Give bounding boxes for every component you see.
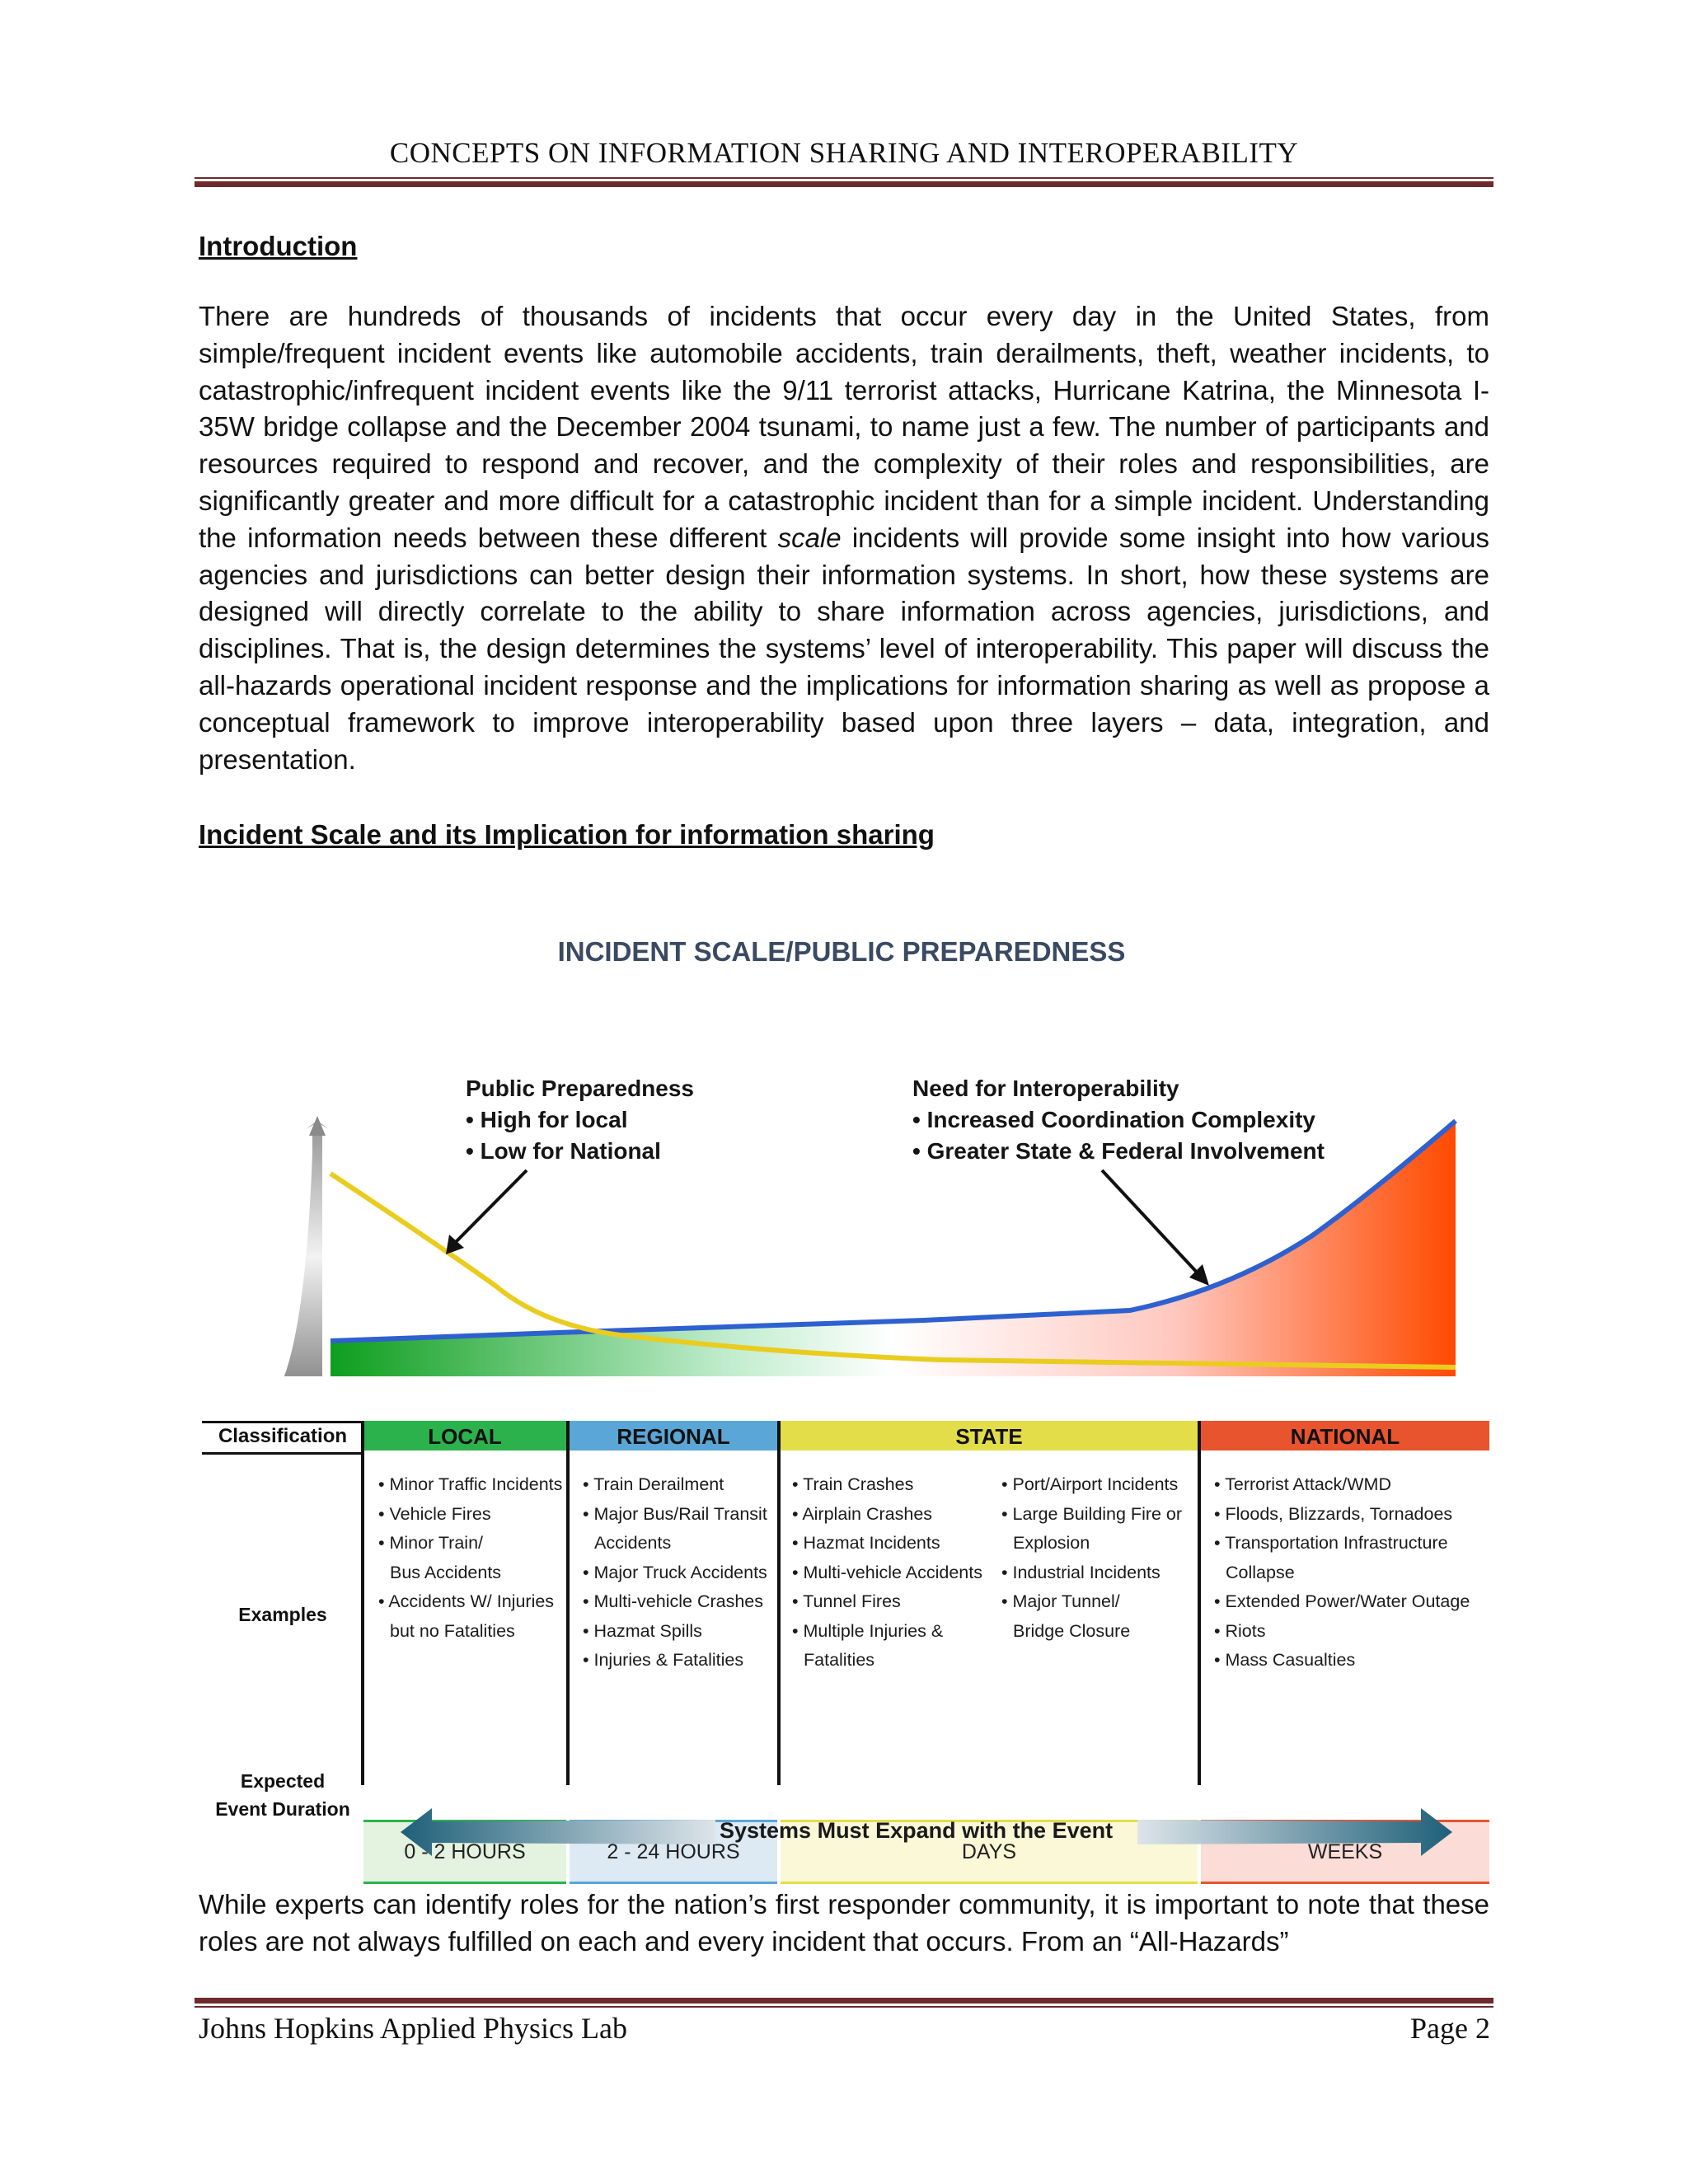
example-item: • Multi-vehicle Crashes <box>583 1591 764 1611</box>
duration-national: WEEKS <box>1201 1820 1489 1884</box>
footer-rule <box>195 1998 1493 2008</box>
figure-title: INCIDENT SCALE/PUBLIC PREPAREDNESS <box>557 936 1126 967</box>
example-item: Bridge Closure <box>1013 1620 1131 1641</box>
example-item: • Train Derailment <box>583 1474 724 1494</box>
example-item: • Multiple Injuries & <box>792 1620 944 1641</box>
column-header-national: NATIONAL <box>1201 1421 1489 1451</box>
example-item: • Multi-vehicle Accidents <box>792 1562 982 1582</box>
example-item: • Major Bus/Rail Transit <box>583 1503 767 1524</box>
expected-duration-label <box>202 1767 363 1823</box>
callout-right-item: • Increased Coordination Complexity <box>912 1107 1316 1132</box>
callout-right-item: • Greater State & Federal Involvement <box>912 1138 1325 1164</box>
incident-scale-heading: Incident Scale and its Implication for information sharing <box>199 819 935 850</box>
footer-organization: Johns Hopkins Applied Physics Lab <box>199 2012 628 2045</box>
example-item: • Major Truck Accidents <box>583 1562 767 1582</box>
example-item: • Airplain Crashes <box>792 1503 933 1524</box>
column-header-local: LOCAL <box>363 1421 566 1451</box>
header-rule <box>195 177 1493 187</box>
examples-label: Examples <box>238 1604 327 1625</box>
example-item: • Tunnel Fires <box>792 1591 901 1611</box>
example-item: • Hazmat Spills <box>583 1620 702 1641</box>
example-item: Bus Accidents <box>390 1562 502 1582</box>
example-item: • Industrial Incidents <box>1001 1562 1160 1582</box>
example-item: • Large Building Fire or <box>1001 1503 1183 1524</box>
example-item: but no Fatalities <box>390 1620 515 1641</box>
example-item: Explosion <box>1013 1533 1090 1553</box>
vertical-scale-arrow <box>281 1129 322 1376</box>
example-item: • Hazmat Incidents <box>792 1533 940 1553</box>
incident-scale-figure <box>199 882 1493 1879</box>
callout-left-item: • Low for National <box>466 1138 661 1164</box>
incident-scale-curve-chart <box>199 882 1493 1376</box>
examples-national <box>1214 1470 1470 1675</box>
example-item: Accidents <box>594 1533 672 1553</box>
introduction-heading: Introduction <box>199 231 358 261</box>
examples-state-b <box>1001 1470 1182 1646</box>
closing-paragraph: While experts can identify roles for the nation’s first responder community, it is important to note that these roles are not always fulfilled on each and every incident that occurs. From an “All-Hazards” <box>199 1889 1489 1957</box>
example-item: • Riots <box>1214 1620 1266 1641</box>
example-item: • Transportation Infrastructure <box>1214 1533 1448 1553</box>
example-item: • Extended Power/Water Outage <box>1214 1591 1470 1611</box>
expand-arrow-right <box>1137 1808 1452 1856</box>
example-item: • Terrorist Attack/WMD <box>1214 1474 1391 1494</box>
page-header-title: CONCEPTS ON INFORMATION SHARING AND INTEROPERABILITY <box>389 137 1299 169</box>
example-item: • Accidents W/ Injuries <box>378 1591 555 1611</box>
example-item: Fatalities <box>804 1650 875 1670</box>
example-item: • Minor Train/ <box>378 1533 484 1553</box>
examples-local <box>378 1470 562 1646</box>
duration-label-line1: Expected <box>240 1770 326 1792</box>
classification-label: Classification <box>218 1425 348 1447</box>
introduction-paragraph: There are hundreds of thousands of incidents that occur every day in the United States, from simple/frequent incident events like automobile accidents, train derailments, theft, weather incidents, to catastrophic/infrequent incident events like the 9/11 terrorist attacks, Hurricane Katrina, the Minnesota I-35W bridge collapse and the December 2004 tsunami, to name just a few. The number of participants and resources required to respond and recover, and the complexity of their roles and responsibilities, are significantly greater and more difficult for a catastrophic incident than for a simple incident. Understanding the information needs between these different scale incidents will provide some insight into how various agencies and jurisdictions can better design their information systems. In short, how these systems are designed will directly correlate to the ability to share information across agencies, jurisdictions, and disciplines. That is, the design determines the systems’ level of interoperability. This paper will discuss the all-hazards operational incident response and the implications for information sharing as well as propose a conceptual framework to improve interoperability based upon three layers – data, integration, and presentation. <box>199 301 1489 775</box>
example-item: • Mass Casualties <box>1214 1650 1356 1670</box>
examples-regional <box>583 1470 767 1675</box>
expand-arrow-left <box>401 1808 715 1856</box>
example-item: • Major Tunnel/ <box>1001 1591 1120 1611</box>
callout-right-title: Need for Interoperability <box>912 1076 1179 1101</box>
example-item: Collapse <box>1226 1562 1295 1582</box>
example-item: • Train Crashes <box>792 1474 914 1494</box>
example-item: • Floods, Blizzards, Tornadoes <box>1214 1503 1453 1524</box>
duration-state: DAYS <box>781 1820 1198 1884</box>
expand-label: Systems Must Expand with the Event <box>720 1818 1114 1843</box>
callout-left-item: • High for local <box>466 1107 628 1132</box>
example-item: • Minor Traffic Incidents <box>378 1474 563 1494</box>
duration-local: 0 - 2 HOURS <box>363 1820 566 1884</box>
duration-regional: 2 - 24 HOURS <box>570 1820 777 1884</box>
examples-state-a <box>792 1470 982 1675</box>
example-item: • Port/Airport Incidents <box>1001 1474 1179 1494</box>
page-number: Page 2 <box>1410 2012 1490 2045</box>
duration-label-line2: Event Duration <box>215 1798 350 1820</box>
column-header-state: STATE <box>781 1421 1198 1451</box>
example-item: • Injuries & Fatalities <box>583 1650 744 1670</box>
column-header-regional: REGIONAL <box>570 1421 777 1451</box>
callout-left-title: Public Preparedness <box>466 1076 695 1101</box>
example-item: • Vehicle Fires <box>378 1503 491 1524</box>
